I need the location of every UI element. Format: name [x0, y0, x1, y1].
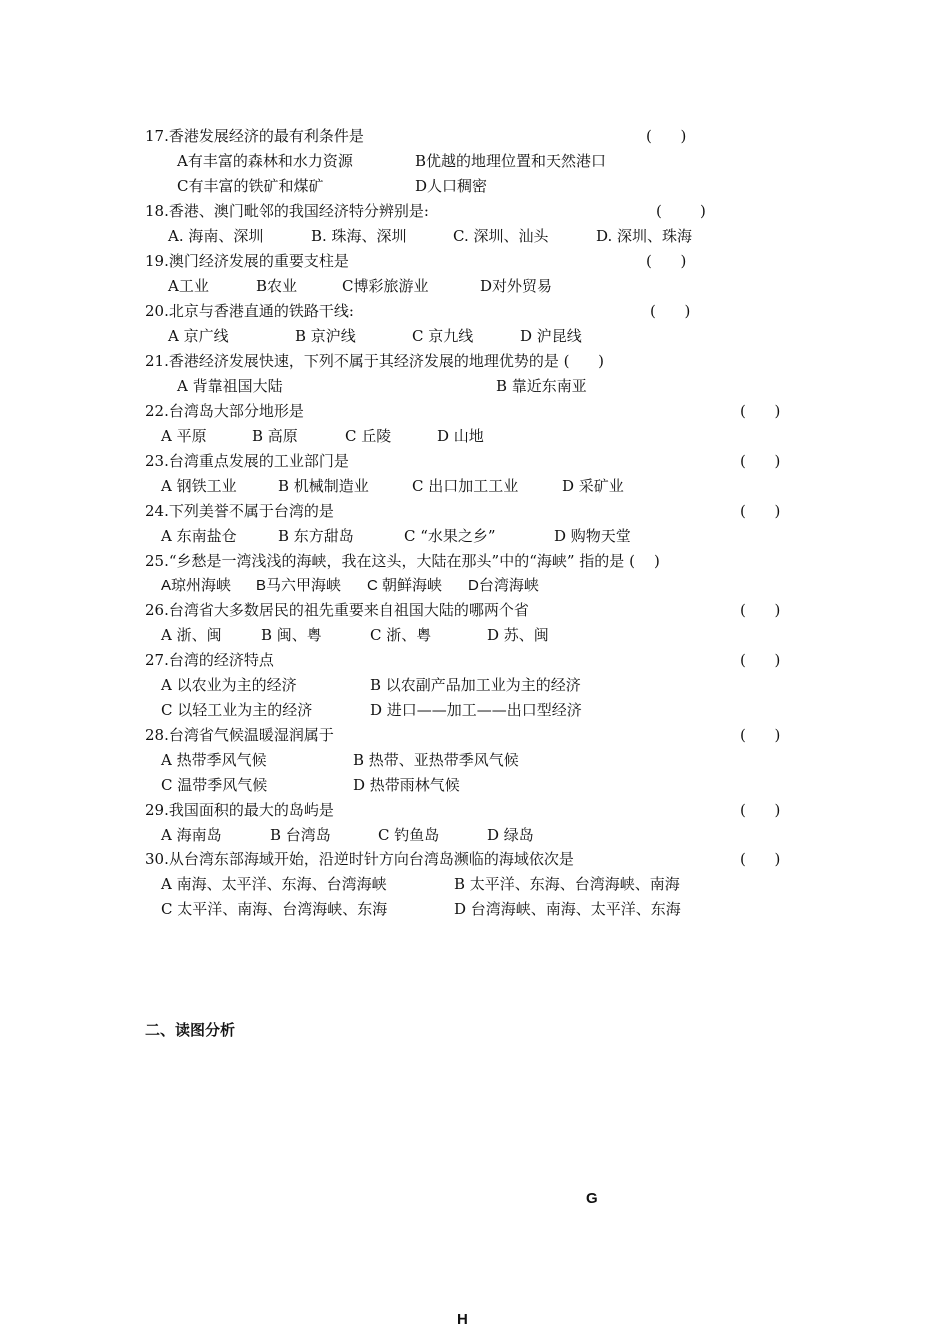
- q27-stem: 27.台湾的经济特点: [145, 651, 274, 669]
- q28-option-d: D 热带雨林气候: [353, 776, 460, 794]
- q29-option-a: A 海南岛: [161, 826, 222, 844]
- q21-option-b: B 靠近东南亚: [496, 377, 587, 395]
- q30-option-a: A 南海、太平洋、东海、台湾海峡: [161, 875, 387, 893]
- q23-stem: 23.台湾重点发展的工业部门是: [145, 452, 349, 470]
- q27-option-c: C 以轻工业为主的经济: [161, 701, 313, 719]
- q26-option-a: A 浙、闽: [161, 626, 222, 644]
- q19-option-d: D对外贸易: [480, 277, 553, 295]
- q18-option-b: B. 珠海、深圳: [311, 227, 407, 245]
- q27-option-d: D 进口——加工——出口型经济: [370, 701, 582, 719]
- q22-answer-blank[interactable]: ( ): [740, 402, 781, 420]
- map-label-h: H: [457, 1311, 468, 1328]
- q20-option-d: D 沪昆线: [520, 327, 582, 345]
- q17-option-c: C有丰富的铁矿和煤矿: [177, 177, 324, 195]
- q24-stem: 24.下列美誉不属于台湾的是: [145, 502, 334, 520]
- q28-stem: 28.台湾省气候温暖湿润属于: [145, 726, 334, 744]
- q29-option-b: B 台湾岛: [270, 826, 331, 844]
- q25-stem: 25.“乡愁是一湾浅浅的海峡，我在这头，大陆在那头”中的“海峡” 指的是 ( ): [145, 552, 660, 570]
- q24-option-c: C “水果之乡”: [404, 527, 496, 545]
- q19-option-c: C博彩旅游业: [342, 277, 429, 295]
- q22-option-a: A 平原: [161, 427, 207, 445]
- map-label-g: G: [586, 1190, 598, 1207]
- q29-option-d: D 绿岛: [487, 826, 534, 844]
- q19-stem: 19.澳门经济发展的重要支柱是: [145, 252, 349, 270]
- q20-option-b: B 京沪线: [295, 327, 356, 345]
- q22-option-b: B 高原: [252, 427, 298, 445]
- q26-answer-blank[interactable]: ( ): [740, 601, 781, 619]
- q22-stem: 22.台湾岛大部分地形是: [145, 402, 304, 420]
- q17-option-b: B优越的地理位置和天然港口: [415, 152, 607, 170]
- q18-stem: 18.香港、澳门毗邻的我国经济特分辨别是:: [145, 202, 429, 220]
- q26-option-c: C 浙、粤: [370, 626, 432, 644]
- q26-stem: 26.台湾省大多数居民的祖先重要来自祖国大陆的哪两个省: [145, 601, 529, 619]
- q24-option-a: A 东南盐仓: [161, 527, 237, 545]
- q23-option-a: A 钢铁工业: [161, 477, 237, 495]
- q30-option-d: D 台湾海峡、南海、太平洋、东海: [454, 900, 681, 918]
- q26-option-b: B 闽、粤: [261, 626, 322, 644]
- q18-option-a: A. 海南、深圳: [168, 227, 264, 245]
- q30-answer-blank[interactable]: ( ): [740, 850, 781, 868]
- q18-option-c: C. 深圳、汕头: [453, 227, 549, 245]
- q23-option-c: C 出口加工工业: [412, 477, 519, 495]
- q21-stem: 21.香港经济发展快速，下列不属于其经济发展的地理优势的是 ( ): [145, 352, 604, 370]
- q25-option-b: B马六甲海峡: [256, 577, 342, 594]
- q28-option-c: C 温带季风气候: [161, 776, 268, 794]
- q25-option-d: D台湾海峡: [468, 577, 539, 594]
- q23-option-d: D 采矿业: [562, 477, 624, 495]
- q27-option-b: B 以农副产品加工业为主的经济: [370, 676, 581, 694]
- q19-option-a: A工业: [168, 277, 209, 295]
- q23-option-b: B 机械制造业: [278, 477, 369, 495]
- q28-answer-blank[interactable]: ( ): [740, 726, 781, 744]
- q18-option-d: D. 深圳、珠海: [596, 227, 693, 245]
- q22-option-c: C 丘陵: [345, 427, 392, 445]
- q17-option-d: D人口稠密: [415, 177, 488, 195]
- q19-option-b: B农业: [256, 277, 298, 295]
- q29-option-c: C 钓鱼岛: [378, 826, 440, 844]
- section-2-title: 二、读图分析: [145, 1022, 236, 1039]
- q20-option-a: A 京广线: [168, 327, 229, 345]
- q25-option-a: A琼州海峡: [161, 577, 232, 594]
- q24-option-d: D 购物天堂: [554, 527, 631, 545]
- q28-option-a: A 热带季风气候: [161, 751, 267, 769]
- q19-answer-blank[interactable]: ( ): [646, 252, 687, 270]
- q27-option-a: A 以农业为主的经济: [161, 676, 297, 694]
- q28-option-b: B 热带、亚热带季风气候: [353, 751, 519, 769]
- q17-answer-blank[interactable]: ( ): [646, 127, 687, 145]
- q17-stem: 17.香港发展经济的最有利条件是: [145, 127, 364, 145]
- q30-option-b: B 太平洋、东海、台湾海峡、南海: [454, 875, 680, 893]
- q23-answer-blank[interactable]: ( ): [740, 452, 781, 470]
- q29-answer-blank[interactable]: ( ): [740, 801, 781, 819]
- q30-stem: 30.从台湾东部海域开始，沿逆时针方向台湾岛濒临的海域依次是: [145, 850, 574, 868]
- q24-answer-blank[interactable]: ( ): [740, 502, 781, 520]
- q27-answer-blank[interactable]: ( ): [740, 651, 781, 669]
- q26-option-d: D 苏、闽: [487, 626, 549, 644]
- q18-answer-blank[interactable]: ( ): [656, 202, 706, 220]
- q25-option-c: C 朝鲜海峡: [367, 577, 443, 594]
- q20-option-c: C 京九线: [412, 327, 474, 345]
- q20-answer-blank[interactable]: ( ): [650, 302, 691, 320]
- q20-stem: 20.北京与香港直通的铁路干线:: [145, 302, 354, 320]
- q22-option-d: D 山地: [437, 427, 484, 445]
- q30-option-c: C 太平洋、南海、台湾海峡、东海: [161, 900, 388, 918]
- q17-option-a: A有丰富的森林和水力资源: [177, 152, 353, 170]
- q24-option-b: B 东方甜岛: [278, 527, 354, 545]
- q21-option-a: A 背靠祖国大陆: [177, 377, 283, 395]
- q29-stem: 29.我国面积的最大的岛屿是: [145, 801, 334, 819]
